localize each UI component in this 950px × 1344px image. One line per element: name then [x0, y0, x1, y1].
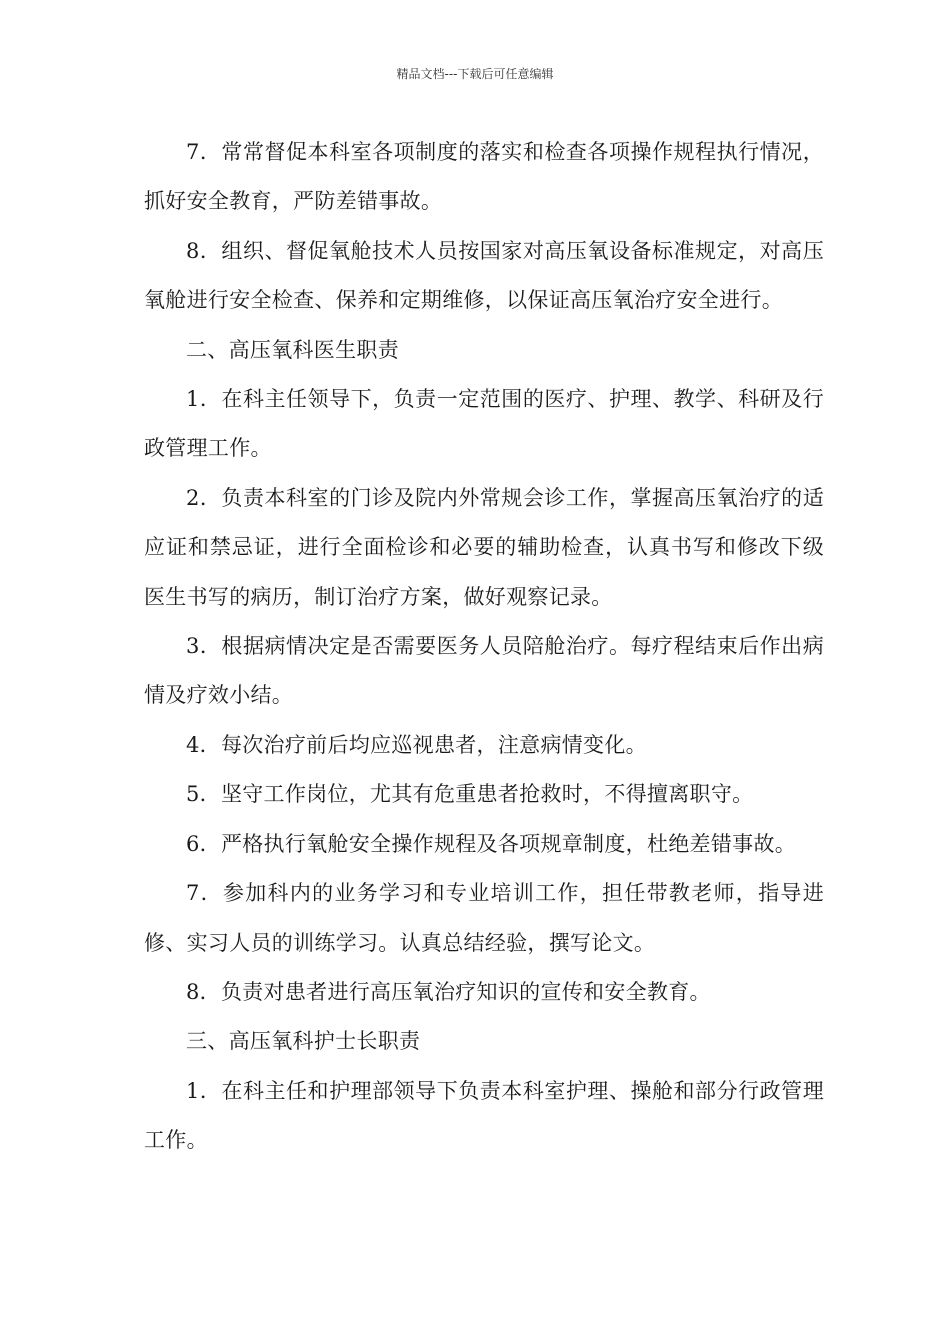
paragraph-doctor-duty-7: 7．参加科内的业务学习和专业培训工作，担任带教老师，指导进修、实习人员的训练学习。认真总结经验，撰写论文。: [144, 881, 824, 955]
paragraph-duty-8: 8．组织、督促氧舱技术人员按国家对高压氧设备标准规定，对高压氧舱进行安全检查、保养和定期维修，以保证高压氧治疗安全进行。: [144, 238, 824, 313]
paragraph-duty-7: 7．常常督促本科室各项制度的落实和检查各项操作规程执行情况，抓好安全教育，严防差错事故。: [144, 140, 824, 214]
paragraph-doctor-duty-8: 8．负责对患者进行高压氧治疗知识的宣传和安全教育。: [186, 979, 711, 1004]
paragraph-doctor-duty-5: 5．坚守工作岗位，尤其有危重患者抢救时，不得擅离职守。: [186, 782, 754, 807]
section-heading-doctor-duties: 二、高压氧科医生职责: [186, 337, 399, 362]
document-body: [144, 128, 824, 1166]
paragraph-doctor-duty-3: 3．根据病情决定是否需要医务人员陪舱治疗。每疗程结束后作出病情及疗效小结。: [144, 634, 824, 708]
paragraph-doctor-duty-2: 2．负责本科室的门诊及院内外常规会诊工作，掌握高压氧治疗的适应证和禁忌证，进行全面检诊和必要的辅助检查，认真书写和修改下级医生书写的病历，制订治疗方案，做好观察记录。: [144, 485, 824, 609]
paragraph-head-nurse-duty-1: 1．在科主任和护理部领导下负责本科室护理、操舱和部分行政管理工作。: [144, 1078, 824, 1153]
paragraph-doctor-duty-4: 4．每次治疗前后均应巡视患者，注意病情变化。: [186, 732, 647, 757]
section-heading-head-nurse-duties: 三、高压氧科护士长职责: [186, 1029, 421, 1054]
paragraph-doctor-duty-1: 1．在科主任领导下，负责一定范围的医疗、护理、教学、科研及行政管理工作。: [144, 387, 824, 461]
page-header: 精品文档---下载后可任意编辑: [396, 67, 554, 81]
paragraph-doctor-duty-6: 6．严格执行氧舱安全操作规程及各项规章制度，杜绝差错事故。: [186, 831, 797, 856]
